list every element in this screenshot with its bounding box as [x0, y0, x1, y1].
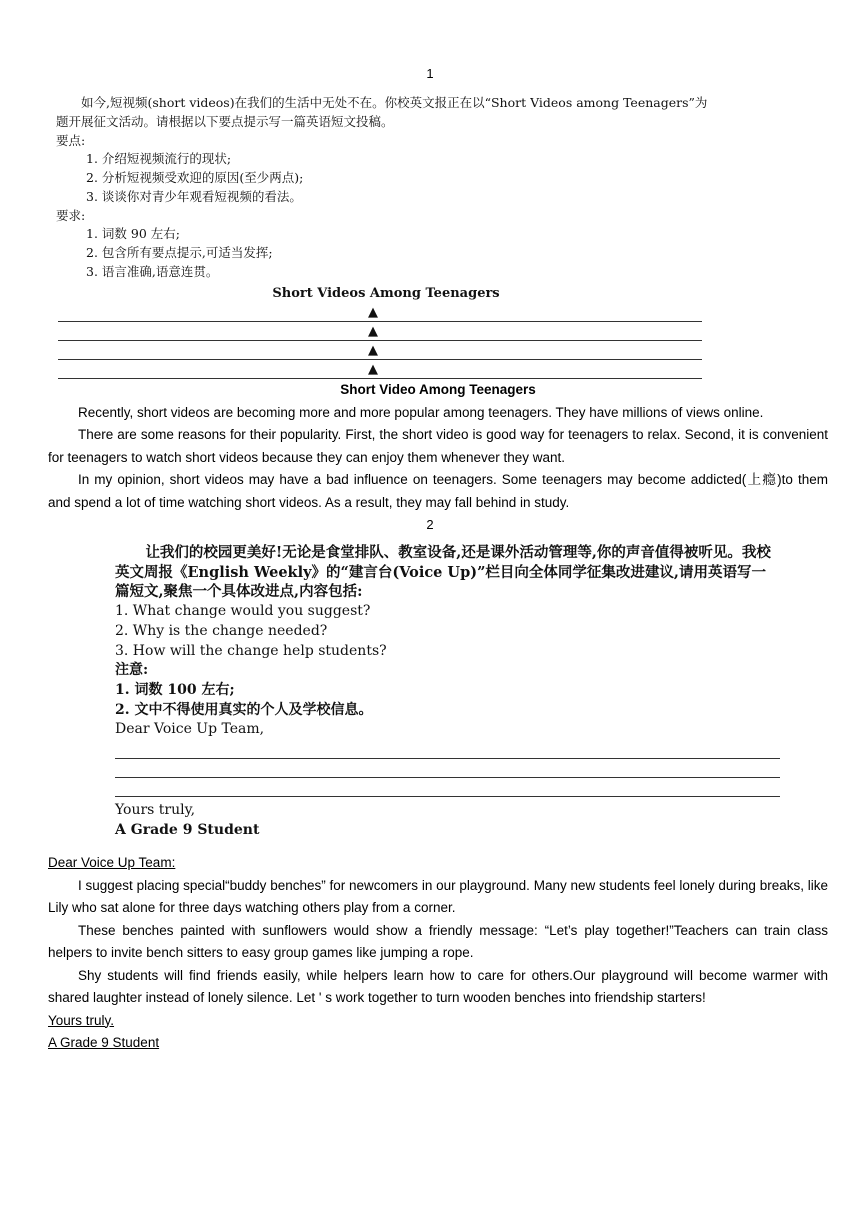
answer-1: [48, 379, 828, 514]
answer-2-salutation: Dear Voice Up Team:: [48, 855, 176, 870]
answer-2-paragraph: I suggest placing special“buddy benches” for newcomers in our playground. Many new students feel lonely during breaks, like Lily who sat alone for three days watching others play from a corner.: [48, 877, 828, 915]
requirements-label: 要求:: [56, 207, 86, 223]
point-item: 3. 谈谈你对青少年观看短视频的看法。: [86, 188, 302, 204]
answer-1-paragraph: There are some reasons for their popularity. First, the short video is good way for teenagers to relax. Second, it is convenient for teenagers to watch short videos because they can enjoy them whenever they want.: [48, 427, 828, 465]
question-1-intro: 如今,短视频(short videos)在我们的生活中无处不在。你校英文报正在以“Short Videos among Teenagers”为题开展征文活动。请根据以下要点提示写一篇英语短文投稿。: [56, 95, 708, 129]
question-item: 1. What change would you suggest?: [115, 603, 371, 620]
answer-1-paragraph: Recently, short videos are becoming more and more popular among teenagers. They have millions of views online.: [78, 404, 764, 420]
answer-2-paragraph: These benches painted with sunflowers would show a friendly message: “Let’s play together!”Teachers can train class helpers to invite bench sitters to easy group games like jumping a rope.: [48, 922, 828, 960]
page-number: 1: [426, 66, 434, 81]
answer-line: [58, 303, 702, 322]
requirement-item: 3. 语言准确,语意连贯。: [86, 263, 219, 279]
answer-2-paragraph: Shy students will find friends easily, while helpers learn how to care for others.Our playground will become warmer with shared laughter instead of lonely silence. Let ' s work together to turn wooden benches into friendship starters!: [48, 967, 828, 1005]
requirement-item: 1. 词数 90 左右;: [86, 226, 180, 242]
question-2-intro: 让我们的校园更美好!无论是食堂排队、教室设备,还是课外活动管理等,你的声音值得被听见。我校英文周报《English Weekly》的“建言台(Voice Up)”栏目向全体同学征集改进建议,请用英语写一篇短文,聚焦一个具体改进点,内容包括:: [115, 544, 771, 601]
answer-line: [115, 759, 780, 778]
answer-2-signature: A Grade 9 Student: [48, 1035, 160, 1050]
note-item: 2. 文中不得使用真实的个人及学校信息。: [115, 701, 373, 718]
page-number: 2: [426, 517, 434, 532]
note-label: 注意:: [115, 662, 149, 679]
answer-line: [58, 322, 702, 341]
question-item: 3. How will the change help students?: [115, 642, 387, 659]
question-2-signature: A Grade 9 Student: [115, 821, 260, 838]
answer-line: [58, 341, 702, 360]
answer-1-paragraph: In my opinion, short videos may have a bad influence on teenagers. Some teenagers may become addicted(上瘾)to them and spend a lot of time watching short videos. As a result, they may fall behind in study.: [48, 472, 828, 510]
triangle-icon: ▲: [368, 305, 378, 320]
answer-line: [115, 778, 780, 797]
question-2-scan: [115, 543, 780, 840]
question-item: 2. Why is the change needed?: [115, 622, 328, 639]
answer-2-closing: Yours truly.: [48, 1012, 115, 1028]
point-item: 1. 介绍短视频流行的现状;: [86, 151, 232, 167]
answer-line: [58, 360, 702, 379]
requirement-item: 2. 包含所有要点提示,可适当发挥;: [86, 245, 273, 260]
triangle-icon: ▲: [368, 324, 378, 339]
answer-2: [48, 852, 828, 1055]
answer-line: [115, 740, 780, 759]
point-item: 2. 分析短视频受欢迎的原因(至少两点);: [86, 170, 304, 185]
question-1-title: Short Videos Among Teenagers: [272, 285, 500, 301]
triangle-icon: ▲: [368, 343, 378, 358]
question-2-closing: Yours truly,: [115, 802, 196, 819]
triangle-icon: ▲: [368, 362, 378, 377]
answer-1-title: Short Video Among Teenagers: [340, 382, 536, 397]
points-label: 要点:: [56, 132, 86, 148]
note-item: 1. 词数 100 左右;: [115, 681, 235, 698]
question-2-salutation: Dear Voice Up Team,: [115, 721, 265, 738]
question-1-scan: [56, 94, 716, 379]
